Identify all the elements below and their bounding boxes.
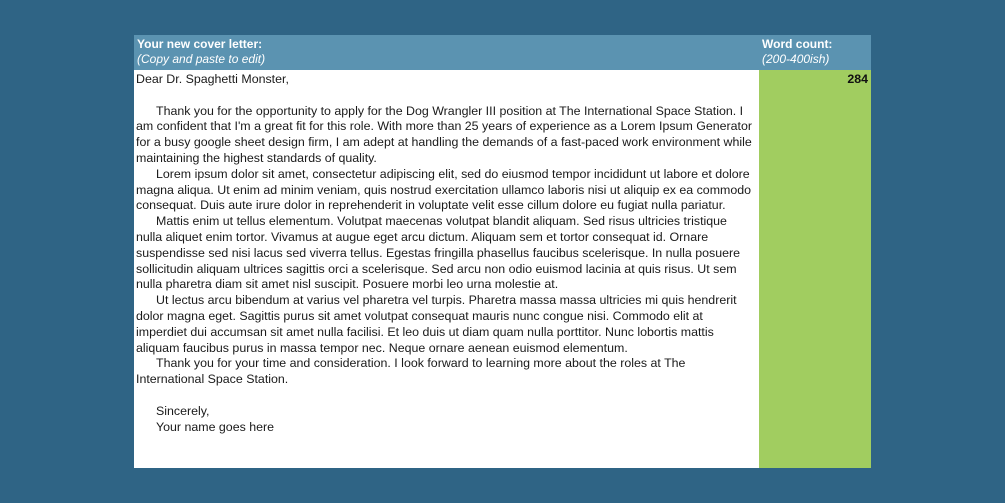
word-count-value: 284 bbox=[847, 72, 868, 86]
blank-line bbox=[136, 388, 756, 404]
letter-paragraph: Mattis enim ut tellus elementum. Volutpat maecenas volutpat blandit aliquam. Sed risus ultricies tristique nulla aliquet enim tortor. Vivamus at augue eget arcu dictum. Aliquam sem et tortor consequat id. Ornare suspendisse sed nisi lacus sed viverra tellus. Egestas fringilla phasellus faucibus scelerisque. In nulla posuere sollicitudin aliquam ultrices sagittis orci a scelerisque. Sed arcu non odio euismod lacinia at quis risus. Ut sem nulla pharetra diam sit amet nisl suscipit. Posuere morbi leo urna molestie at. bbox=[136, 214, 741, 292]
letter-header-title: Your new cover letter: bbox=[137, 37, 263, 51]
blank-line bbox=[136, 88, 756, 104]
cover-letter-cell[interactable] bbox=[134, 70, 759, 468]
letter-paragraph: Thank you for the opportunity to apply for the Dog Wrangler III position at The International Space Station. I am confident that I'm a great fit for this role. With more than 25 years of experience as a Lorem Ipsum Generator for a busy google sheet design firm, I am adept at handling the demands of a fast-paced work environment while maintaining the highest standards of quality. bbox=[136, 103, 752, 165]
letter-header bbox=[134, 35, 759, 70]
word-count-header bbox=[759, 35, 871, 70]
letter-closing: Sincerely, bbox=[156, 403, 210, 418]
word-count-header-subtitle: (200-400ish) bbox=[762, 52, 830, 66]
word-count-cell[interactable] bbox=[759, 70, 871, 468]
letter-paragraph: Thank you for your time and consideration. I look forward to learning more about the roles at The International Space Station. bbox=[136, 356, 686, 387]
letter-header-subtitle: (Copy and paste to edit) bbox=[137, 52, 266, 66]
letter-paragraph: Lorem ipsum dolor sit amet, consectetur adipiscing elit, sed do eiusmod tempor incididunt ut labore et dolore magna aliqua. Ut enim ad minim veniam, quis nostrud exercitation ullamco laboris nisi ut aliquip ex ea commodo consequat. Duis aute irure dolor in reprehenderit in voluptate velit esse cillum dolore eu fugiat nulla pariatur. bbox=[136, 166, 752, 213]
letter-paragraph: Ut lectus arcu bibendum at varius vel pharetra vel turpis. Pharetra massa massa ultricies mi quis hendrerit dolor magna eget. Sagittis purus sit amet volutpat consequat mauris nunc congue nisi. Commodo elit at imperdiet dui accumsan sit amet nulla facilisi. Et leo duis ut diam quam nulla porttitor. Nunc lobortis mattis aliquam faucibus purus in massa tempor nec. Neque ornare aenean euismod elementum. bbox=[136, 293, 737, 355]
letter-salutation: Dear Dr. Spaghetti Monster, bbox=[136, 72, 289, 86]
word-count-header-title: Word count: bbox=[762, 37, 833, 51]
cover-letter-sheet bbox=[134, 35, 871, 468]
letter-signature: Your name goes here bbox=[156, 419, 275, 434]
